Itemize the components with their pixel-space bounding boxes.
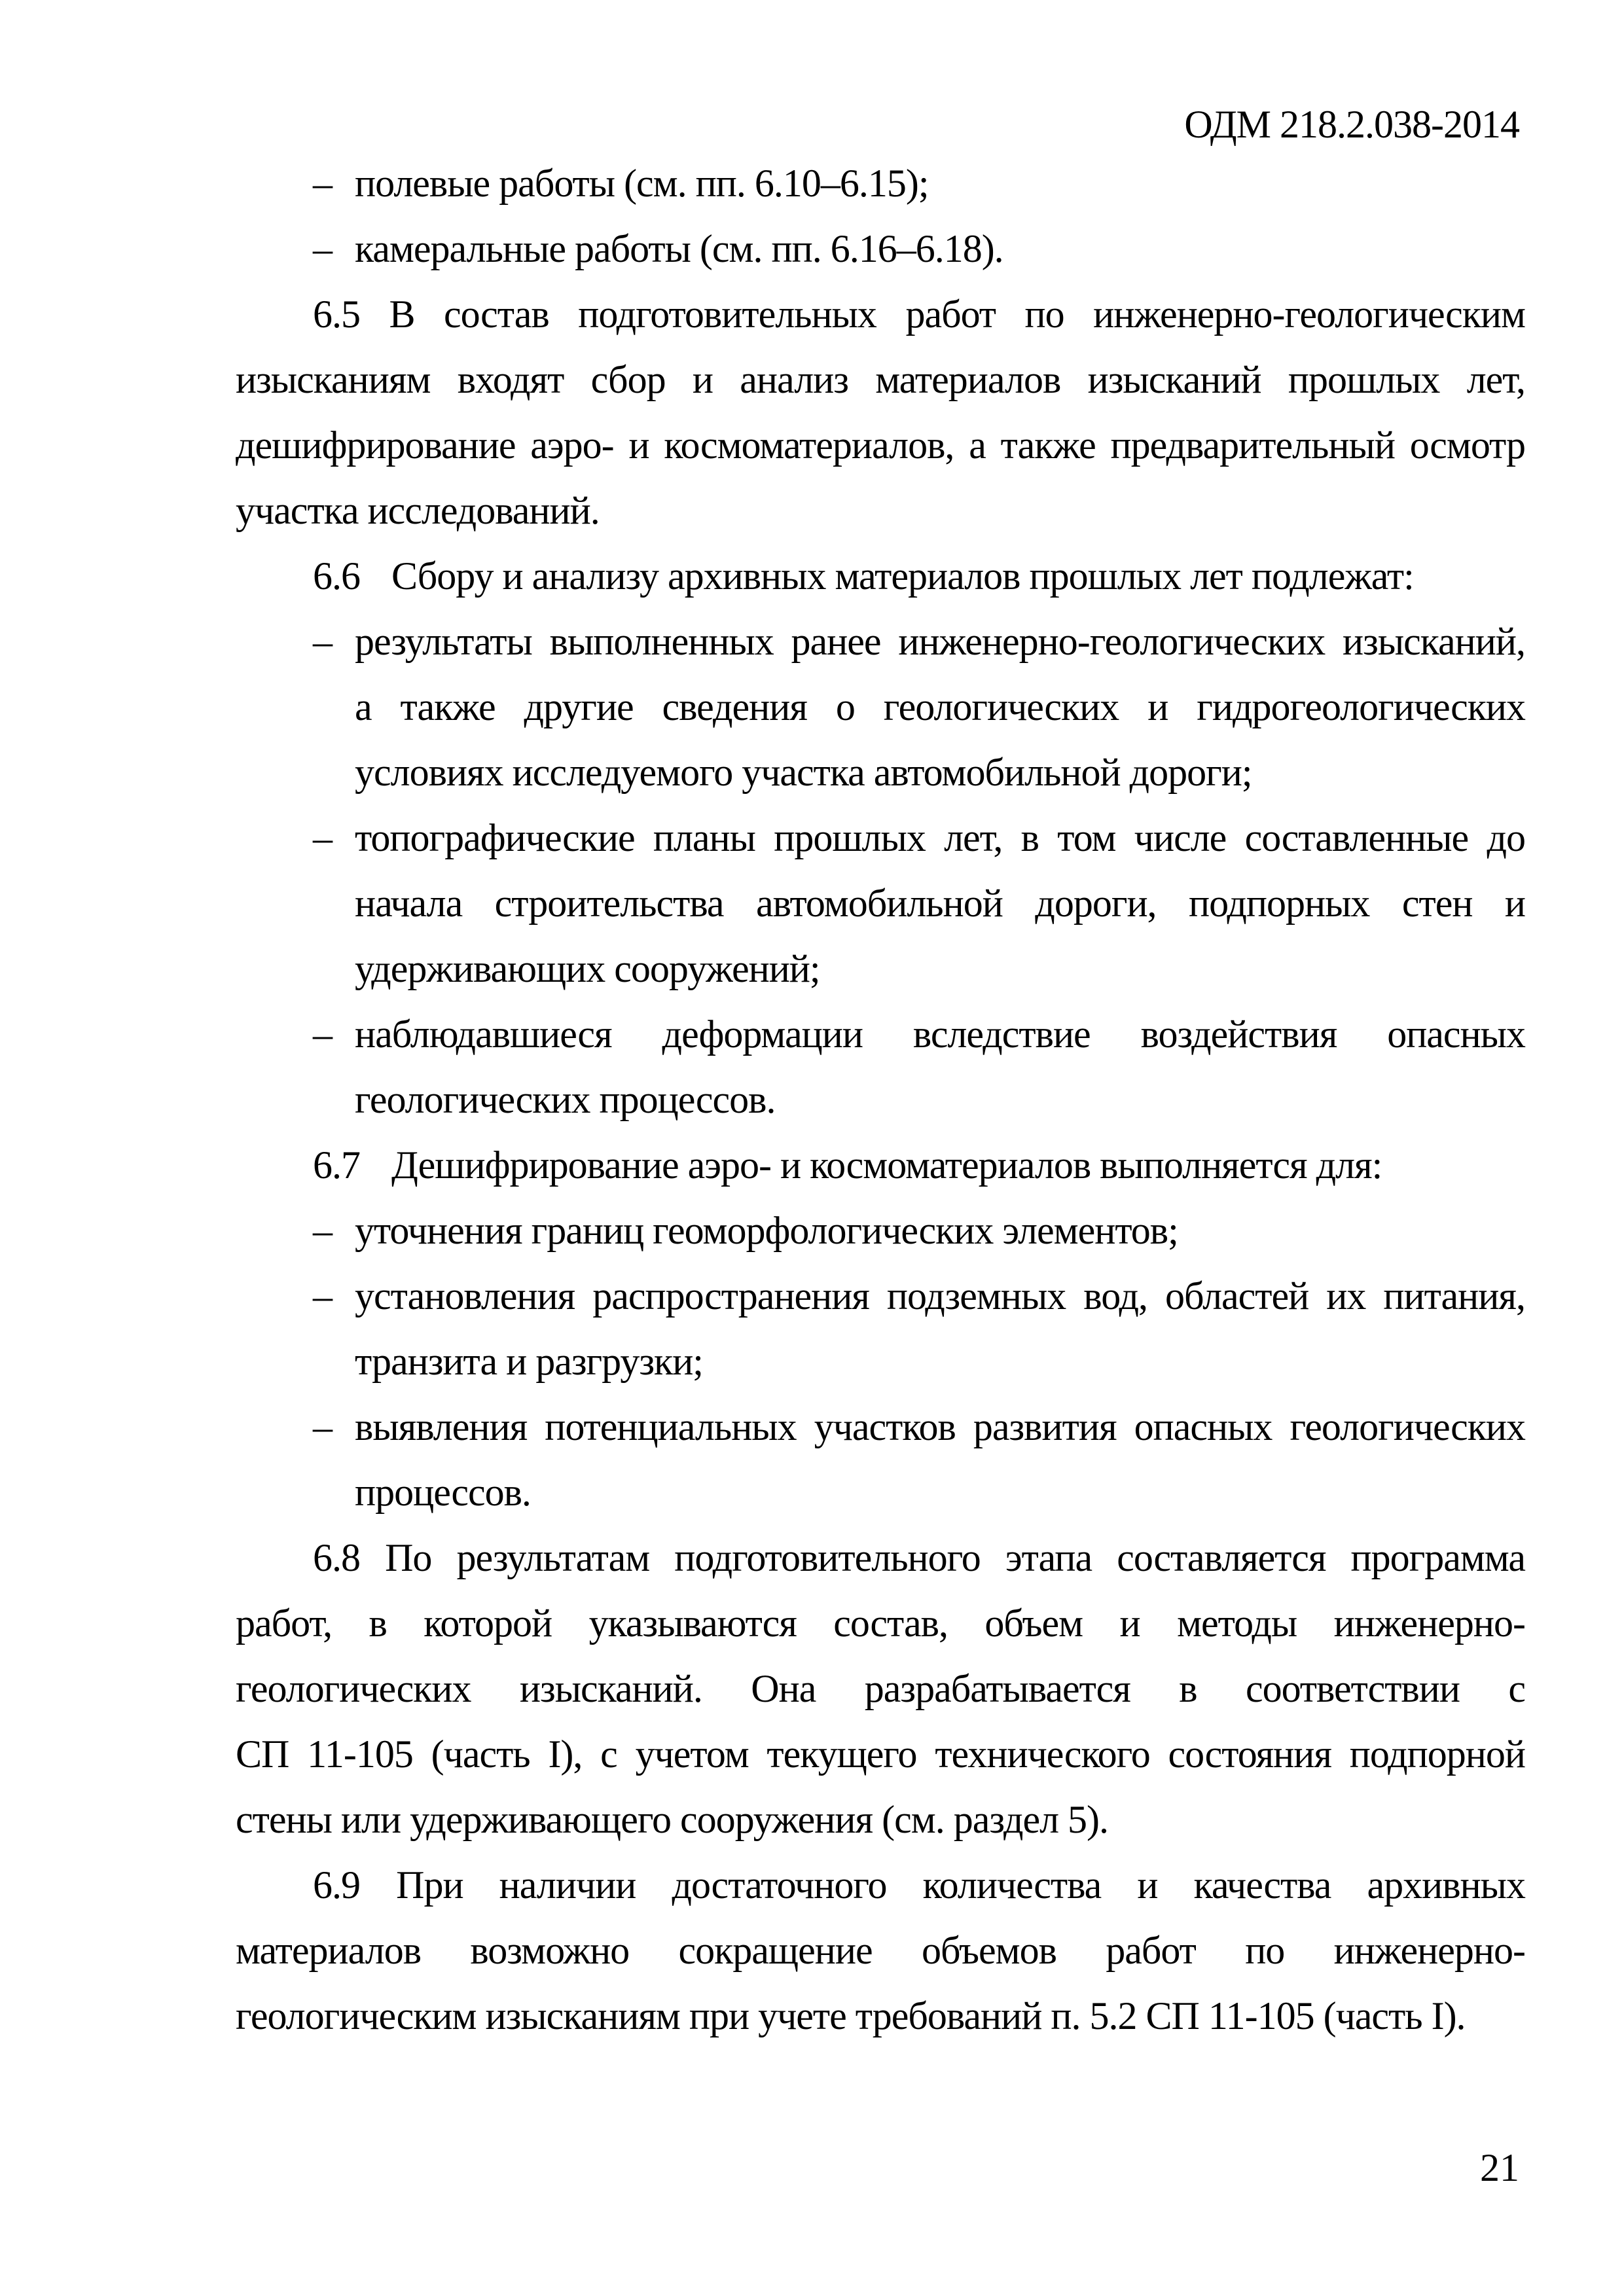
bullet-dash: – [313, 620, 332, 663]
text-line [236, 936, 1525, 1001]
text-line [236, 543, 1525, 609]
bullet-dash: – [313, 162, 332, 205]
line-text: процессов. [355, 1471, 531, 1514]
bullet-dash: – [313, 227, 332, 270]
line-text: СП 11-105 (часть I), с учетом текущего технического состояния подпорной [236, 1732, 1525, 1776]
line-text: Дешифрирование аэро- и космоматериалов выполняется для: [391, 1143, 1382, 1187]
line-text: геологических процессов. [355, 1078, 776, 1121]
page-number: 21 [1480, 2146, 1519, 2189]
section-number: 6.7 [313, 1143, 360, 1187]
line-text: полевые работы (см. пп. 6.10–6.15); [355, 162, 929, 205]
line-text: изысканиям входят сбор и анализ материалов изысканий прошлых лет, [236, 358, 1525, 401]
line-text: работ, в которой указываются состав, объем и методы инженерно- [236, 1602, 1525, 1645]
line-text: 6.8 По результатам подготовительного этапа составляется программа [313, 1536, 1525, 1579]
bullet-line [236, 1394, 1525, 1460]
text-line [236, 412, 1525, 478]
line-text: установления распространения подземных вод, областей их питания, [355, 1274, 1525, 1318]
bullet-line [236, 1263, 1525, 1329]
text-line [236, 347, 1525, 412]
text-line [236, 1590, 1525, 1656]
text-line [236, 1067, 1525, 1132]
bullet-line [236, 609, 1525, 674]
line-text: а также другие сведения о геологических и гидрогеологических [355, 685, 1525, 728]
line-text: материалов возможно сокращение объемов работ по инженерно- [236, 1929, 1525, 1972]
line-text: транзита и разгрузки; [355, 1340, 703, 1383]
line-text: стены или удерживающего сооружения (см. раздел 5). [236, 1798, 1109, 1841]
bullet-line [236, 1001, 1525, 1067]
text-line [236, 281, 1525, 347]
text-line [236, 1525, 1525, 1590]
line-text: геологическим изысканиям при учете требований п. 5.2 СП 11-105 (часть I). [236, 1994, 1466, 2037]
document-body [236, 151, 1525, 2049]
section-number: 6.6 [313, 554, 360, 598]
line-text: 6.5 В состав подготовительных работ по инженерно-геологическим [313, 293, 1525, 336]
line-text: камеральные работы (см. пп. 6.16–6.18). [355, 227, 1003, 270]
text-line [236, 1460, 1525, 1525]
document-code-header: ОДМ 218.2.038-2014 [1184, 103, 1519, 146]
bullet-line [236, 216, 1525, 281]
line-text: выявления потенциальных участков развития опасных геологических [355, 1405, 1525, 1448]
bullet-dash: – [313, 1405, 332, 1448]
line-text: топографические планы прошлых лет, в том числе составленные до [355, 816, 1525, 859]
line-text: условиях исследуемого участка автомобильной дороги; [355, 751, 1252, 794]
bullet-line [236, 805, 1525, 870]
bullet-dash: – [313, 1209, 332, 1252]
bullet-line [236, 151, 1525, 216]
text-line [236, 870, 1525, 936]
text-line [236, 1918, 1525, 1983]
bullet-dash: – [313, 1274, 332, 1318]
line-text: дешифрирование аэро- и космоматериалов, а также предварительный осмотр [236, 423, 1525, 467]
text-line [236, 1787, 1525, 1852]
line-text: участка исследований. [236, 489, 600, 532]
line-text: 6.9 При наличии достаточного количества и качества архивных [313, 1863, 1525, 1907]
text-line [236, 478, 1525, 543]
line-text: геологических изысканий. Она разрабатывается в соответствии с [236, 1667, 1525, 1710]
line-text: наблюдавшиеся деформации вследствие воздействия опасных [355, 1013, 1525, 1056]
text-line [236, 740, 1525, 805]
text-line [236, 1852, 1525, 1918]
line-text: Сбору и анализу архивных материалов прошлых лет подлежат: [391, 554, 1414, 598]
text-line [236, 1983, 1525, 2049]
line-text: результаты выполненных ранее инженерно-геологических изысканий, [355, 620, 1525, 663]
line-text: начала строительства автомобильной дороги, подпорных стен и [355, 882, 1525, 925]
bullet-dash: – [313, 816, 332, 859]
text-line [236, 1721, 1525, 1787]
text-line [236, 1329, 1525, 1394]
text-line [236, 1132, 1525, 1198]
line-text: уточнения границ геоморфологических элементов; [355, 1209, 1178, 1252]
text-line [236, 674, 1525, 740]
bullet-dash: – [313, 1013, 332, 1056]
text-line [236, 1656, 1525, 1721]
bullet-line [236, 1198, 1525, 1263]
line-text: удерживающих сооружений; [355, 947, 820, 990]
